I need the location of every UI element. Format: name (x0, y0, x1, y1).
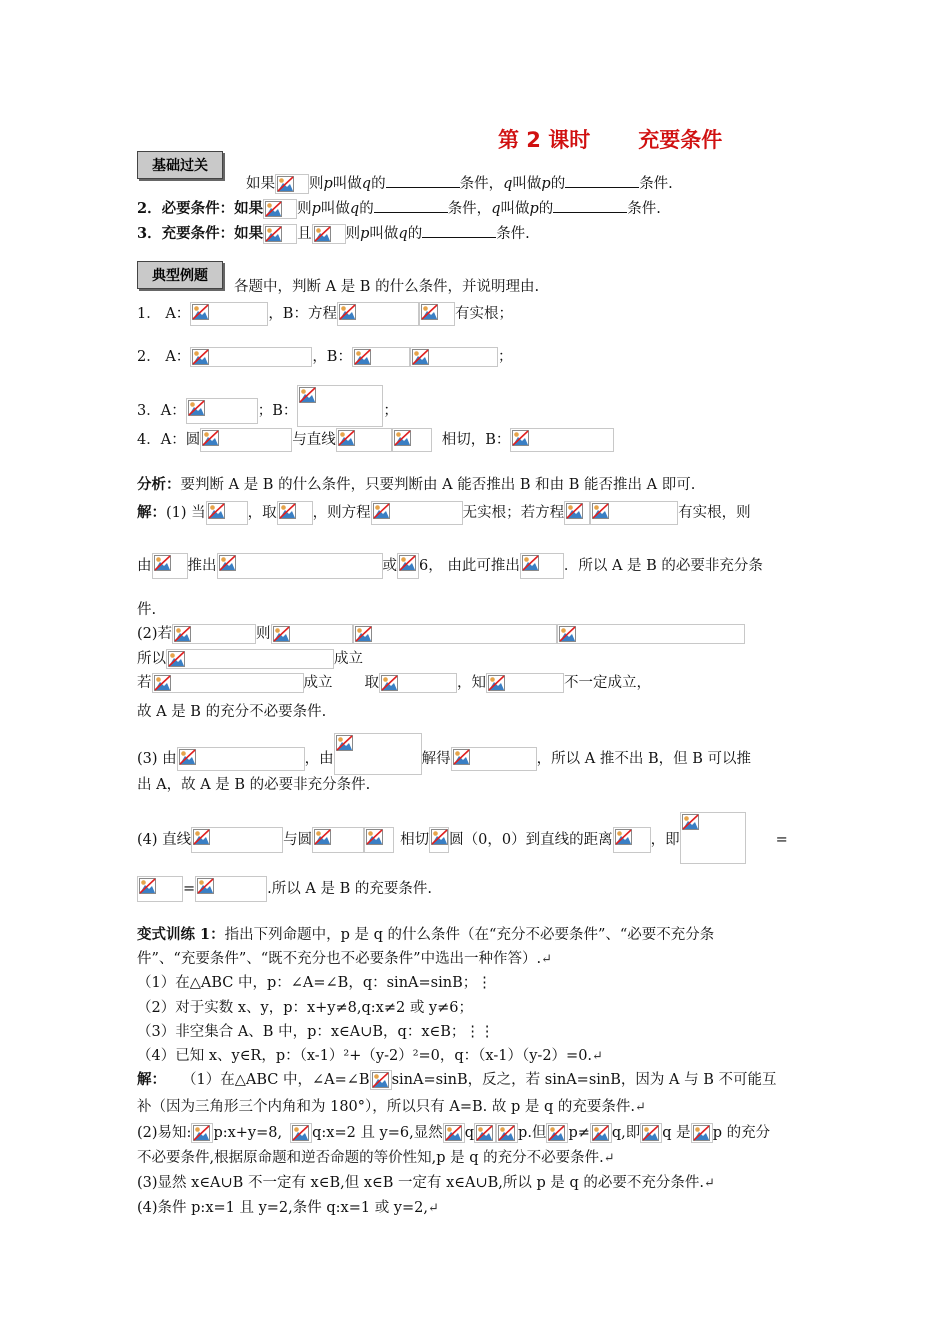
text: 分析： (137, 476, 181, 493)
basics-line-3 (137, 223, 530, 244)
solution-1-line-3: 件. (137, 602, 157, 618)
text: 所以 (137, 651, 166, 667)
formula-image-icon (364, 827, 394, 853)
formula-image-icon (680, 812, 746, 864)
solution-2-line-3 (137, 673, 651, 693)
text: 3．充要条件：如果 (137, 225, 264, 242)
formula-image-icon (510, 428, 614, 452)
variant-solution-1-line-2 (137, 1097, 646, 1118)
formula-image-icon (392, 428, 432, 452)
variant-solution-2-line-2 (137, 1148, 615, 1169)
basics-line-1 (246, 173, 673, 194)
formula-image-icon (191, 827, 283, 853)
return-arrow-icon: ↵ (427, 1201, 439, 1216)
formula-image-icon (312, 827, 364, 853)
formula-image-icon (190, 347, 312, 367)
text: 相切 (400, 832, 430, 848)
text: p≠ (568, 1125, 590, 1141)
solution-1-line-1 (137, 501, 751, 525)
text: 解： (137, 1071, 166, 1088)
variant-item-4 (137, 1046, 603, 1067)
formula-image-icon (200, 428, 292, 452)
formula-image-icon (486, 673, 564, 693)
formula-image-icon (352, 347, 410, 367)
text: q (503, 176, 513, 192)
text: 3．A： (137, 403, 186, 419)
answer-blank[interactable] (374, 198, 448, 213)
text: 6， 由此可推出 (419, 558, 520, 574)
text: ，B：方程 (268, 306, 337, 322)
formula-image-icon (443, 1123, 465, 1143)
lesson-number: 第 2 课时 (498, 128, 591, 152)
formula-image-icon (195, 876, 267, 902)
formula-image-icon (206, 501, 248, 525)
text: (3)显然 x∈A∪B 不一定有 x∈B,但 x∈B 一定有 x∈A∪B,所以 p 是 q 的必要不充分条件. (137, 1175, 705, 1191)
formula-image-icon (590, 501, 678, 525)
question-2 (137, 347, 512, 367)
text: 的 (407, 226, 423, 242)
formula-image-icon (397, 553, 419, 579)
text: q (464, 1125, 475, 1141)
question-1 (137, 302, 513, 326)
text: ．所以 A 是 B 的必要非充分条 (563, 558, 763, 574)
formula-image-icon (190, 302, 268, 326)
variant-item-2: （2）对于实数 x、y，p：x+y≠8,q:x≠2 或 y≠6； (137, 1000, 473, 1016)
text: 与圆 (283, 832, 313, 848)
text: 推出 (187, 558, 217, 574)
formula-image-icon (353, 624, 557, 644)
text: 2． A： (137, 349, 191, 365)
answer-blank[interactable] (553, 198, 627, 213)
text: 件”、“充要条件”、“既不充分也不必要条件”中选出一种作答）. (137, 951, 542, 967)
formula-image-icon (336, 428, 392, 452)
section-tag-basics: 基础过关 (137, 151, 223, 179)
solution-3-line-1 (137, 733, 751, 775)
text: q (491, 201, 501, 217)
text: 变式训练 1： (137, 926, 225, 943)
formula-image-icon (177, 747, 305, 771)
formula-image-icon (191, 1123, 213, 1143)
text: （4）已知 x、y∈R，p：（x-1）²+（y-2）²=0，q：（x-1）（y-2）=0. (137, 1048, 593, 1064)
formula-image-icon (277, 501, 313, 525)
text: sinA=sinB，反之，若 sinA=sinB，因为 A 与 B 不可能互 (391, 1072, 777, 1088)
text: q:x=2 且 y=6,显然 (312, 1125, 443, 1141)
text: (2)易知: (137, 1125, 192, 1141)
text: 若 (137, 675, 152, 691)
text: ，由 (304, 751, 334, 767)
text: 不必要条件,根据原命题和逆否命题的等价性知,p 是 q 的充分不必要条件. (137, 1150, 604, 1166)
formula-image-icon (290, 1123, 312, 1143)
text: 成立 (303, 675, 333, 691)
text: 指出下列命题中，p 是 q 的什么条件（在“充分不必要条件”、“必要不充分条 (224, 927, 715, 943)
formula-image-icon (152, 673, 304, 693)
section-tag-examples: 典型例题 (137, 261, 223, 289)
formula-image-icon (263, 224, 297, 244)
text: 2．必要条件：如果 (137, 200, 264, 217)
example-intro: 各题中，判断 A 是 B 的什么条件，并说明理由. (234, 279, 540, 295)
text: 有实根，则 (678, 505, 751, 521)
variant-line-1 (137, 925, 714, 945)
return-arrow-icon: ↵ (635, 1100, 646, 1115)
formula-image-icon (312, 224, 346, 244)
text: p (311, 201, 321, 217)
text: 的 (359, 201, 374, 217)
formula-image-icon (496, 1123, 518, 1143)
text: q (361, 176, 372, 192)
text: 解： (137, 504, 166, 521)
formula-image-icon (275, 174, 309, 194)
text: q 是 (662, 1125, 691, 1141)
text: 1． A： (137, 306, 191, 322)
question-3 (137, 385, 398, 427)
formula-image-icon (379, 673, 457, 693)
text: 补（因为三角形三个内角和为 180°），所以只有 A=B. 故 p 是 q 的充要条件. (137, 1099, 635, 1115)
formula-image-icon (557, 624, 745, 644)
solution-4-line-2 (137, 876, 432, 902)
text: (4) 直线 (137, 832, 192, 848)
text: 条件， (447, 201, 492, 217)
text: 如果 (246, 176, 275, 192)
answer-blank[interactable] (565, 173, 639, 188)
text: 则 (309, 176, 324, 192)
text: 4．A：圆 (137, 432, 201, 448)
formula-image-icon (371, 501, 463, 525)
basics-line-2 (137, 198, 661, 219)
formula-image-icon (337, 302, 419, 326)
text: ，即 (650, 832, 680, 848)
return-arrow-icon: ↵ (592, 1049, 603, 1064)
formula-image-icon (546, 1123, 568, 1143)
text: q (398, 226, 408, 242)
text: 不一定成立， (564, 675, 651, 691)
formula-image-icon (334, 733, 422, 775)
answer-blank[interactable] (386, 173, 460, 188)
text: .所以 A 是 B 的充要条件. (267, 881, 432, 897)
text: (3) 由 (137, 751, 177, 767)
text: = (183, 881, 196, 897)
variant-item-3: （3）非空集合 A、B 中，p：x∈A∪B，q：x∈B；⋮⋮ (137, 1024, 495, 1040)
answer-blank[interactable] (422, 223, 496, 238)
text: 叫做 (512, 176, 542, 192)
text: 叫做 (332, 176, 362, 192)
variant-line-2 (137, 949, 552, 970)
text: 则 (345, 226, 361, 242)
text: ； (383, 403, 398, 419)
text: 条件. (627, 201, 661, 217)
text: 叫做 (369, 226, 399, 242)
text: 圆（0，0）到直线的距离 (449, 832, 613, 848)
formula-image-icon (271, 624, 353, 644)
text: 叫做 (500, 201, 530, 217)
text: ，B： (312, 349, 352, 365)
text: (4)条件 p:x=1 且 y=2,条件 q:x=1 或 y=2, (137, 1200, 428, 1216)
text: ，则方程 (312, 505, 371, 521)
formula-image-icon (613, 827, 651, 853)
return-arrow-icon: ↵ (704, 1176, 715, 1191)
text: p (541, 176, 551, 192)
analysis-line (137, 475, 695, 495)
text: 条件. (639, 176, 673, 192)
formula-image-icon (451, 747, 537, 771)
text: 则 (297, 201, 312, 217)
text: (1) 当 (166, 505, 206, 521)
variant-solution-3 (137, 1173, 715, 1194)
text: p (529, 201, 539, 217)
formula-image-icon (520, 553, 564, 579)
formula-image-icon (419, 302, 455, 326)
text: ； (497, 349, 513, 365)
text: ，所以 A 推不出 B，但 B 可以推 (536, 751, 751, 767)
text: 无实根；若方程 (462, 505, 565, 521)
return-arrow-icon: ↵ (603, 1151, 615, 1166)
formula-image-icon (297, 385, 383, 427)
text: 的 (371, 176, 386, 192)
formula-image-icon (166, 649, 334, 669)
text: p:x+y=8, (213, 1125, 283, 1141)
text: p.但 (518, 1125, 547, 1141)
formula-image-icon (186, 398, 258, 424)
solution-2-line-1 (137, 624, 745, 644)
solution-2-line-2 (137, 649, 363, 669)
text: 且 (297, 226, 312, 242)
return-arrow-icon: ↵ (541, 952, 553, 967)
formula-image-icon (172, 624, 256, 644)
formula-image-icon (263, 199, 297, 219)
text: q,即 (611, 1125, 641, 1141)
formula-image-icon (474, 1123, 496, 1143)
formula-image-icon (217, 553, 383, 579)
text: 解得 (421, 751, 451, 767)
text: ；B： (257, 403, 298, 419)
text: 相切，B： (441, 432, 511, 448)
text: 由 (137, 558, 152, 574)
text: 有实根； (454, 306, 513, 322)
text: 的 (550, 176, 566, 192)
question-4 (137, 428, 614, 452)
variant-item-1: （1）在△ABC 中，p：∠A=∠B，q：sinA=sinB；⋮ (137, 975, 492, 991)
formula-image-icon (564, 501, 590, 525)
formula-image-icon (370, 1070, 392, 1090)
text: ，取 (247, 505, 277, 521)
text: p (360, 226, 370, 242)
text: (2)若 (137, 626, 173, 642)
formula-image-icon (410, 347, 498, 367)
text: 取 (364, 675, 379, 691)
text: q (349, 201, 360, 217)
solution-3-line-2: 出 A，故 A 是 B 的必要非充分条件. (137, 777, 371, 793)
text: = (775, 832, 788, 848)
formula-image-icon (640, 1123, 662, 1143)
lesson-topic: 充要条件 (638, 128, 723, 152)
variant-solution-2-line-1 (137, 1123, 770, 1143)
variant-solution-1-line-1 (137, 1070, 776, 1090)
text: 成立 (334, 651, 363, 667)
formula-image-icon (691, 1123, 713, 1143)
formula-image-icon (590, 1123, 612, 1143)
text: 条件， (459, 176, 504, 192)
formula-image-icon (137, 876, 183, 902)
text: 条件. (496, 226, 530, 242)
text: 叫做 (320, 201, 350, 217)
text: ，知 (457, 675, 486, 691)
text: p (323, 176, 333, 192)
formula-image-icon (429, 827, 449, 853)
text: 要判断 A 是 B 的什么条件，只要判断由 A 能否推出 B 和由 B 能否推出 A 即可. (180, 477, 696, 493)
solution-1-line-2 (137, 553, 763, 579)
text: 则 (256, 626, 271, 642)
text: 与直线 (292, 432, 336, 448)
solution-2-line-4: 故 A 是 B 的充分不必要条件. (137, 704, 327, 720)
solution-4-line-1 (137, 812, 788, 864)
text: p 的充分 (712, 1125, 771, 1141)
variant-solution-4 (137, 1198, 439, 1219)
page-title (498, 124, 722, 154)
text: （1）在△ABC 中，∠A=∠B (182, 1072, 370, 1088)
text: 或 (382, 558, 397, 574)
text: 的 (538, 201, 554, 217)
formula-image-icon (152, 553, 188, 579)
